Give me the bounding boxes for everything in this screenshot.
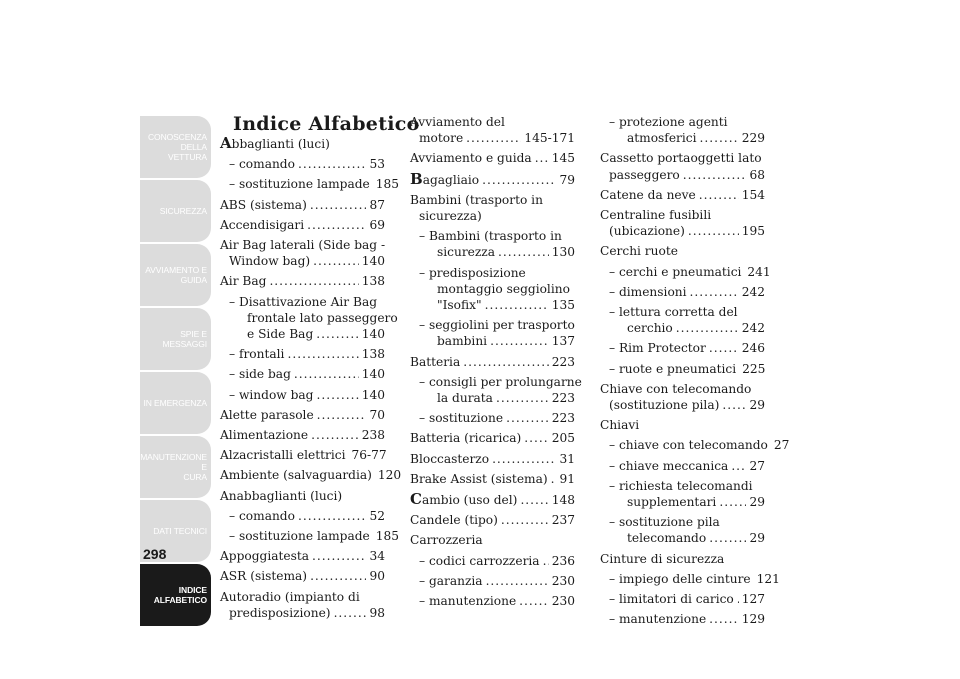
index-entry-text: Alette parasole [220,407,314,422]
section-tab-label: IN EMERGENZA [143,398,207,408]
index-entry [410,512,575,528]
index-page-ref[interactable]: 79 [559,172,575,187]
index-entry-text: passeggero [609,167,680,182]
index-entry [220,217,385,233]
dot-leader [482,172,556,188]
index-page-ref[interactable]: 127 [741,592,765,607]
index-page-ref[interactable]: 237 [551,513,575,528]
index-page-ref[interactable]: 129 [741,612,765,627]
index-entry-text: "Isofix" [437,298,482,313]
index-entry-text: la durata [437,391,493,406]
index-page-ref[interactable]: 154 [741,187,765,202]
index-entry-text: – codici carrozzeria [419,553,540,568]
dot-leader [709,530,746,546]
index-page-ref[interactable]: 76-77 [351,448,387,463]
page-title: Indice Alfabetico [233,113,420,135]
index-entry [220,156,385,172]
section-tab[interactable] [140,564,211,626]
index-entry-text: Cambio (uso del) [410,490,518,509]
dot-leader [312,548,366,564]
dot-leader [699,187,739,203]
dot-leader [307,217,366,233]
index-page-ref[interactable]: 145-171 [524,131,575,146]
index-entry [220,407,385,423]
index-entry [410,171,575,188]
dot-leader [485,297,549,313]
index-entry [410,150,575,166]
index-entry-text: – sostituzione pila [609,515,720,530]
index-entry-text: – cerchi e pneumatici [609,264,742,279]
dot-leader [709,340,739,356]
index-entry [220,197,385,213]
index-entry [600,340,765,356]
index-page-ref[interactable]: 185 [375,529,400,544]
index-entry [600,114,765,146]
index-page-ref[interactable]: 205 [551,431,575,446]
index-entry-text: Autoradio (impianto di [220,589,360,604]
dot-leader [334,605,367,621]
index-entry-text: – sostituzione [419,411,504,426]
index-entry [600,458,765,474]
dot-leader [719,494,746,510]
index-entry-text: Cassetto portaoggetti lato [600,151,762,166]
index-entry [600,264,771,280]
dot-leader [737,591,739,607]
index-page-ref[interactable]: 140 [361,254,385,269]
section-tab-label: INDICE ALFABETICO [153,585,207,605]
index-entry [600,304,765,336]
index-page-ref[interactable]: 27 [749,458,765,473]
index-page-ref[interactable]: 225 [742,361,766,376]
index-entry [220,427,385,443]
section-tab-label: CONOSCENZA DELLA VETTURA [148,132,207,162]
dot-leader [688,223,739,239]
index-entry [600,478,765,510]
index-page-ref[interactable]: 195 [741,224,765,239]
index-entry [410,430,575,446]
index-page-ref[interactable]: 90 [369,569,385,584]
index-page-ref[interactable]: 137 [551,334,575,349]
index-entry [220,135,385,152]
dot-leader [535,150,549,166]
index-entry [600,571,780,587]
index-page-ref[interactable]: 185 [375,177,400,192]
dot-leader [683,167,747,183]
index-entry-text: – seggiolini per trasporto [419,318,575,333]
dot-leader [269,273,358,289]
dot-leader [543,553,549,569]
index-entry-text: Air Bag laterali (Side bag - [220,238,386,253]
index-entry [410,410,575,426]
index-page-ref[interactable]: 140 [361,367,385,382]
dot-leader [501,512,549,528]
index-entry [220,568,385,584]
index-entry [220,508,385,524]
index-entry-text: Carrozzeria [410,533,483,548]
dot-leader [316,326,358,342]
index-entry-text: Appoggiatesta [220,549,310,564]
index-entry [600,284,765,300]
dot-leader [676,320,739,336]
index-entry-text: Anabbaglianti (luci) [220,488,343,503]
index-entry-text: Centraline fusibili [600,208,712,223]
index-page-ref[interactable]: 91 [559,471,575,486]
index-entry-text: e Side Bag [247,327,314,342]
index-page-ref[interactable]: 70 [369,407,385,422]
dot-leader [298,508,367,524]
index-page-ref[interactable]: 29 [749,398,765,413]
index-entry-text: – richiesta telecomandi [609,478,753,493]
index-entry [410,593,575,609]
index-entry-text: – comando [229,157,295,172]
index-entry-text: – comando [229,508,295,523]
index-entry [220,447,385,463]
index-entry [600,243,765,259]
section-tab-label: MANUTENZIONE E CURA [140,452,207,482]
index-entry-text: – consigli per prolungarne [419,374,582,389]
index-entry-text: – impiego delle cinture [609,571,751,586]
index-entry [600,361,765,377]
index-entry-text: Window bag) [229,254,311,269]
index-entry-text: cerchio [627,321,673,336]
index-entry [410,114,575,146]
index-entry [220,176,400,192]
index-entry [410,471,575,487]
section-tab-label: SPIE E MESSAGGI [162,329,207,349]
index-entry-text: Chiavi [600,418,640,433]
index-page-ref[interactable]: 242 [741,321,765,336]
index-entry-text: – sostituzione lampade [229,177,370,192]
index-entry-text: montaggio seggiolino [437,281,570,296]
index-entry [410,228,575,260]
index-page-ref[interactable]: 68 [749,167,765,182]
index-entry-text: – dimensioni [609,284,687,299]
dot-leader [311,427,359,443]
index-entry [410,573,575,589]
index-entry-text: – protezione agenti [609,115,728,129]
index-entry-text: Alzacristalli elettrici [220,448,346,463]
index-page-ref[interactable]: 238 [361,428,385,443]
index-entry [410,265,575,314]
index-entry [220,273,385,289]
index-entry-text: Bloccasterzo [410,451,490,466]
index-page-ref[interactable]: 87 [369,197,385,212]
index-page-ref[interactable]: 130 [551,245,575,260]
index-entry [220,467,402,483]
index-entry [410,491,575,508]
index-page-ref[interactable]: 27 [773,438,790,453]
index-page-ref[interactable]: 120 [377,468,402,483]
index-entry-text: (ubicazione) [609,224,685,239]
index-entry-text: Alimentazione [220,428,309,443]
dot-leader [463,354,549,370]
index-entry-text: supplementari [627,495,717,510]
index-page-ref[interactable]: 29 [749,495,765,510]
dot-leader [498,244,549,260]
index-entry [600,381,765,413]
index-entry-text: frontale lato passeggero [247,310,398,325]
index-entry [220,366,385,382]
index-entry-text: atmosferici [627,131,697,146]
index-entry-text: Batteria [410,354,461,369]
index-entry [600,207,765,239]
index-entry [410,354,575,370]
index-entry-text: Batteria (ricarica) [410,431,522,446]
dot-leader [551,471,557,487]
index-entry-text: Abbaglianti (luci) [220,134,330,152]
dot-leader [313,253,359,269]
index-entry-text: bambini [437,334,488,349]
index-entry [220,237,385,269]
index-page-ref[interactable]: 148 [551,493,575,508]
index-page-ref[interactable]: 138 [361,274,385,289]
index-entry [220,589,385,621]
index-entry-text: Avviamento e guida [410,151,532,166]
dot-leader [731,458,746,474]
dot-leader [490,333,549,349]
index-page-ref[interactable]: 223 [551,391,575,406]
index-entry [410,317,575,349]
index-entry [410,374,582,406]
index-entry-text: – side bag [229,367,291,382]
index-page-ref[interactable]: 98 [369,605,385,620]
index-entry [220,346,385,362]
index-entry-text: ASR (sistema) [220,569,308,584]
index-entry [600,437,790,453]
dot-leader [294,366,359,382]
dot-leader [690,284,739,300]
section-tab[interactable] [140,116,211,178]
index-page-ref[interactable]: 223 [551,354,575,369]
dot-leader [486,573,549,589]
section-tab[interactable] [140,372,211,434]
index-entry-text: telecomando [627,531,707,546]
index-entry [410,192,575,224]
index-entry-text: – Disattivazione Air Bag [229,294,378,309]
index-entry-text: Catene da neve [600,187,696,202]
index-entry-text: – frontali [229,347,285,362]
index-page-ref[interactable]: 138 [361,347,385,362]
index-page-ref[interactable]: 145 [551,151,575,166]
index-page-ref[interactable]: 34 [369,549,385,564]
index-entry [600,611,765,627]
dot-leader [317,407,367,423]
index-entry-text: predisposizione) [229,605,331,620]
index-page-ref[interactable]: 241 [747,264,771,279]
index-entry-text: Cerchi ruote [600,244,678,259]
index-column-3 [600,114,790,631]
index-entry-text: – Rim Protector [609,341,706,356]
index-entry [600,187,765,203]
section-tab[interactable] [140,436,211,498]
index-entry-text: sicurezza [437,245,495,260]
dot-leader [519,593,549,609]
index-entry [600,551,765,567]
index-entry-text: sicurezza) [419,209,482,224]
index-entry-text: motore [419,131,464,146]
dot-leader [722,397,746,413]
section-tab-label: SICUREZZA [159,206,207,216]
dot-leader [506,410,549,426]
index-page-ref[interactable]: 230 [551,594,575,609]
dot-leader [524,430,548,446]
index-entry-text: ABS (sistema) [220,197,307,212]
index-entry-text: Candele (tipo) [410,513,498,528]
section-tab[interactable] [140,180,211,242]
index-page-ref[interactable]: 69 [369,217,385,232]
index-entry-text: – sostituzione lampade [229,529,370,544]
section-tab[interactable] [140,308,211,370]
index-entry-text: – lettura corretta del [609,305,738,320]
index-page-ref[interactable]: 242 [741,284,765,299]
dot-leader [287,346,358,362]
index-page-ref[interactable]: 52 [369,508,385,523]
index-entry [220,548,385,564]
index-entry [220,528,400,544]
index-entry [220,294,398,343]
dot-leader [709,611,739,627]
index-entry [410,553,575,569]
index-entry-text: – limitatori di carico [609,592,734,607]
index-page-ref[interactable]: 140 [361,387,385,402]
index-entry-text: Accendisigari [220,217,305,232]
index-entry-text: Avviamento del [410,115,505,129]
index-entry-text: – chiave meccanica [609,458,729,473]
index-entry-text: – chiave con telecomando [609,438,768,453]
index-entry-text: – garanzia [419,573,483,588]
index-column-1 [220,134,402,625]
dot-leader [699,130,738,146]
dot-leader [520,492,548,508]
index-page-ref[interactable]: 229 [741,131,765,146]
index-entry-text: Brake Assist (sistema) [410,471,548,486]
index-entry-text: – predisposizione [419,265,526,280]
index-entry [220,488,385,504]
index-page-ref[interactable]: 236 [551,553,575,568]
dot-leader [316,387,358,403]
index-entry [600,150,765,182]
dot-leader [466,130,521,146]
index-entry [600,514,765,546]
index-entry-text: – Bambini (trasporto in [419,229,562,244]
index-page-ref[interactable]: 53 [369,157,385,172]
index-page-ref[interactable]: 121 [756,571,780,586]
index-entry-text: Air Bag [220,274,267,289]
dot-leader [310,197,367,213]
index-entry-text: – ruote e pneumatici [609,361,737,376]
index-entry-text: Chiave con telecomando [600,381,752,396]
index-column-2 [410,114,582,613]
index-entry-text: Ambiente (salvaguardia) [220,468,372,483]
index-page-ref[interactable]: 246 [741,341,765,356]
section-tab-label: DATI TECNICI [153,526,207,536]
dot-leader [310,568,366,584]
dot-leader [496,390,549,406]
index-entry-text: Bagagliaio [410,169,480,188]
index-page-ref[interactable]: 230 [551,573,575,588]
section-tab[interactable] [140,244,211,306]
index-entry [410,451,575,467]
index-entry-text: Bambini (trasporto in [410,192,543,207]
index-entry [600,591,765,607]
index-entry-text: Cinture di sicurezza [600,551,725,566]
index-page-ref[interactable]: 140 [361,327,385,342]
index-page-ref[interactable]: 31 [559,451,575,466]
dot-leader [298,156,367,172]
section-tab-label: AVVIAMENTO E GUIDA [145,265,207,285]
index-entry [600,417,765,433]
dot-leader [492,451,556,467]
index-entry-text: – manutenzione [609,612,707,627]
index-page-ref[interactable]: 29 [749,531,765,546]
index-page-ref[interactable]: 223 [551,411,575,426]
index-entry-text: (sostituzione pila) [609,398,720,413]
page-number: 298 [143,546,167,562]
index-entry-text: – manutenzione [419,594,517,609]
index-entry [410,532,575,548]
index-entry-text: – window bag [229,387,314,402]
index-entry [220,387,385,403]
index-page-ref[interactable]: 135 [551,298,575,313]
